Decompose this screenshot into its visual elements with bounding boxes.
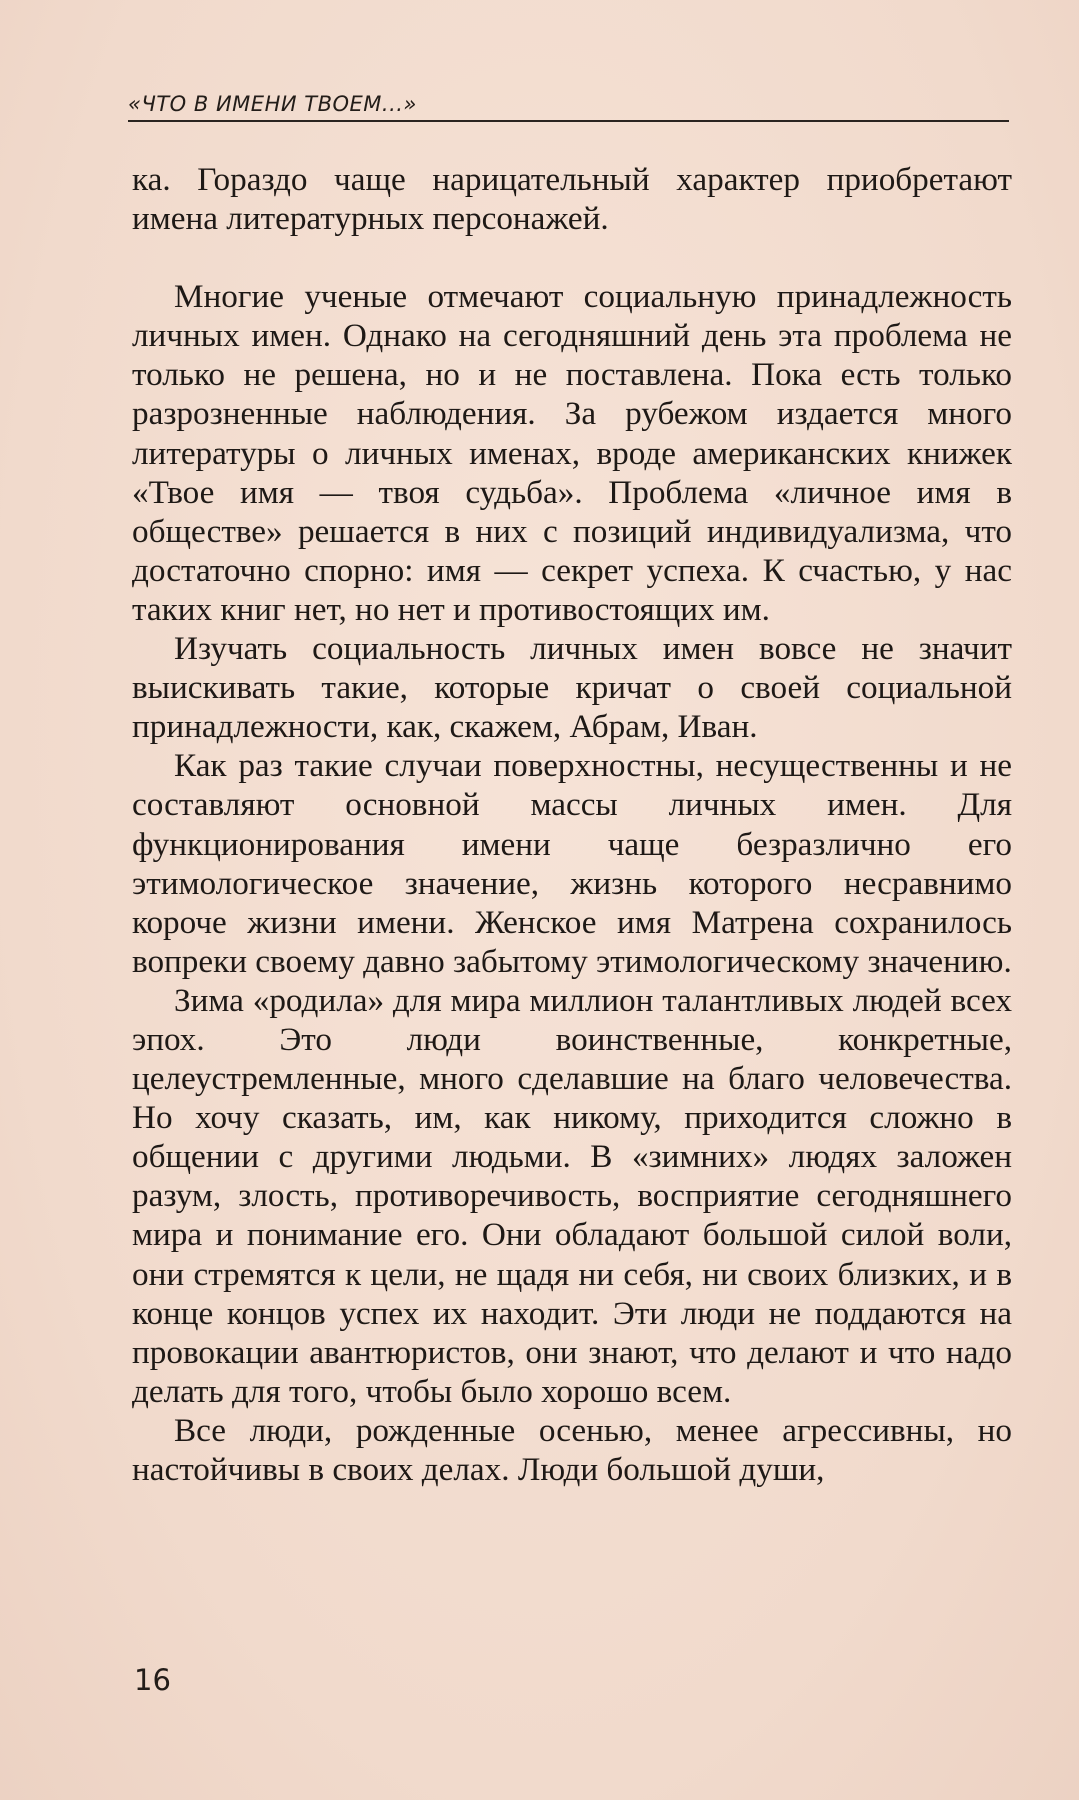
- running-title: «ЧТО В ИМЕНИ ТВОЕМ...»: [128, 92, 417, 116]
- paragraph: Как раз такие случаи поверхностны, несущественны и не составляют основной массы личных имен. Для функционирования имени чаще безразлично его этимологическое значение, жизнь которого несравнимо короче жизни имени. Женское имя Матрена сохранилось вопреки своему давно забытому этимологическому значению.: [132, 747, 1012, 980]
- running-header: [128, 86, 1009, 122]
- paragraph-continuation: ка. Гораздо чаще нарицательный характер приобретают имена литературных персонажей.: [132, 161, 1012, 238]
- page-number: 16: [134, 1663, 171, 1697]
- paragraph: Многие ученые отмечают социальную принадлежность личных имен. Однако на сегодняшний день эта проблема не только не решена, но и не поставлена. Пока есть только разрозненные наблюдения. За рубежом издается много литературы о личных именах, вроде американских книжек «Твое имя — твоя судьба». Проблема «личное имя в обществе» решается в них с позиций индивидуализма, что достаточно спорно: имя — секрет успеха. К счастью, у нас таких книг нет, но нет и противостоящих им.: [132, 278, 1012, 628]
- page-body: [132, 160, 1012, 1489]
- paragraph: Изучать социальность личных имен вовсе не значит выискивать такие, которые кричат о своей социальной принадлежности, как, скажем, Абрам, Иван.: [132, 630, 1012, 746]
- paragraph: Все люди, рожденные осенью, менее агрессивны, но настойчивы в своих делах. Люди большой души,: [132, 1411, 1012, 1488]
- paragraph: Зима «родила» для мира миллион талантливых людей всех эпох. Это люди воинственные, конкретные, целеустремленные, много сделавшие на благо человечества. Но хочу сказать, им, как никому, приходится сложно в общении с другими людьми. В «зимних» людях заложен разум, злость, противоречивость, восприятие сегодняшнего мира и понимание его. Они обладают большой силой воли, они стремятся к цели, не щадя ни себя, ни своих близких, и в конце концов успех их находит. Эти люди не поддаются на провокации авантюристов, они знают, что делают и что надо делать для того, чтобы было хорошо всем.: [132, 981, 1012, 1410]
